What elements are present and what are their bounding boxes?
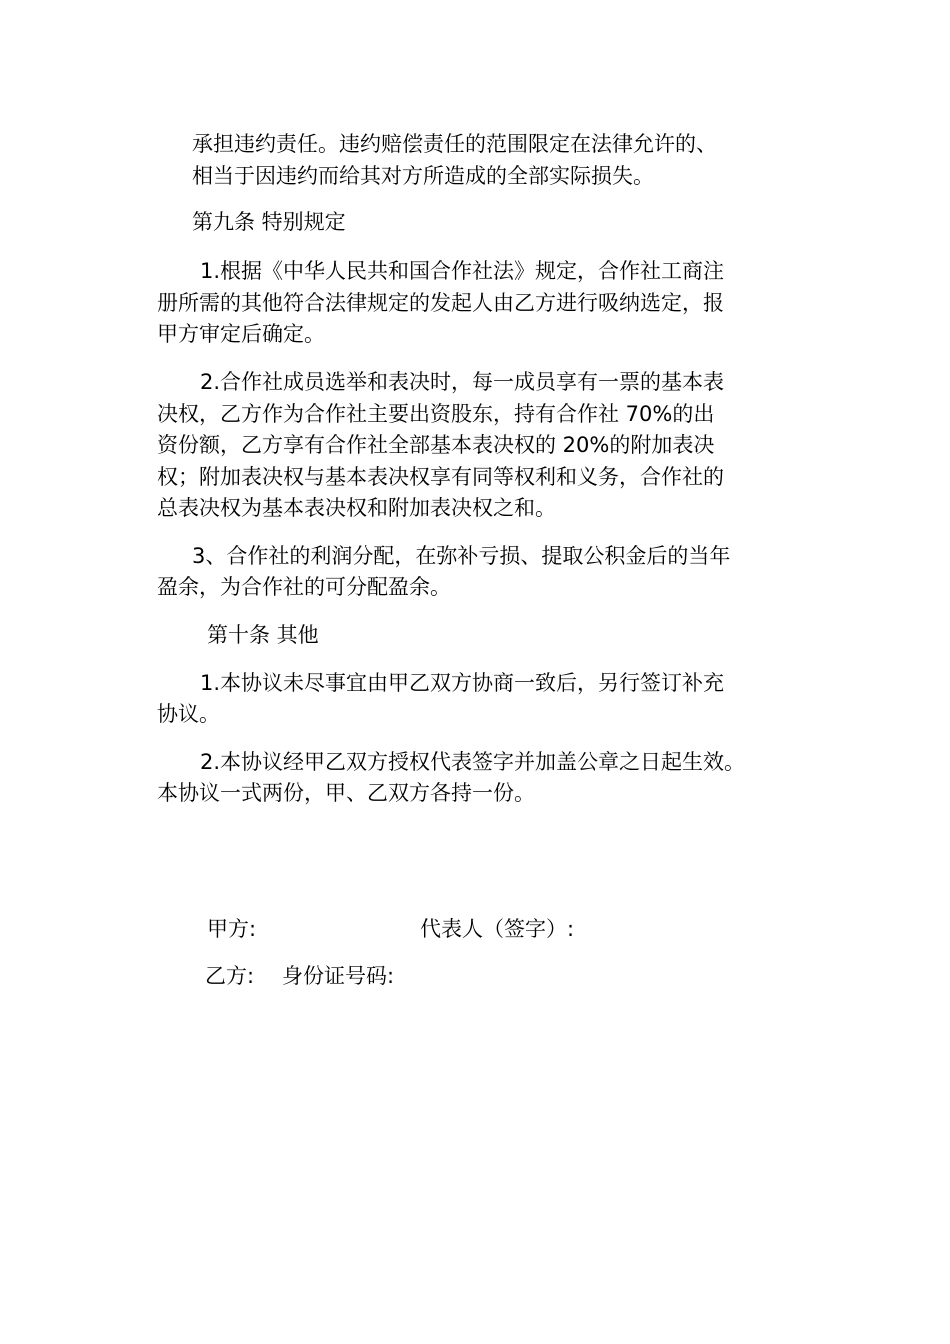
text-line: 承担违约责任。违约赔偿责任的范围限定在法律允许的、 xyxy=(192,132,717,156)
id-number-label: 身份证号码: xyxy=(282,964,395,988)
text-line: 资份额，乙方享有合作社全部基本表决权的 20%的附加表决 xyxy=(157,433,715,457)
article-9-heading: 第九条 特别规定 xyxy=(192,210,346,234)
text-line: 盈余，为合作社的可分配盈余。 xyxy=(157,575,451,599)
text-line: 3、合作社的利润分配，在弥补亏损、提取公积金后的当年 xyxy=(192,544,731,568)
text-line: 2.本协议经甲乙双方授权代表签字并加盖公章之日起生效。 xyxy=(200,750,746,774)
representative-signature-label: 代表人（签字）: xyxy=(420,917,575,941)
text-line: 相当于因违约而给其对方所造成的全部实际损失。 xyxy=(192,164,654,188)
article-10-heading: 第十条 其他 xyxy=(207,623,319,647)
text-line: 册所需的其他符合法律规定的发起人由乙方进行吸纳选定，报 xyxy=(157,291,724,315)
text-line: 权；附加表决权与基本表决权享有同等权利和义务，合作社的 xyxy=(157,465,724,489)
text-line: 2.合作社成员选举和表决时，每一成员享有一票的基本表 xyxy=(200,370,725,394)
text-line: 总表决权为基本表决权和附加表决权之和。 xyxy=(157,496,556,520)
text-line: 本协议一式两份，甲、乙双方各持一份。 xyxy=(157,781,535,805)
text-line: 协议。 xyxy=(157,702,220,726)
text-line: 1.本协议未尽事宜由甲乙双方协商一致后，另行签订补充 xyxy=(200,671,725,695)
text-line: 甲方审定后确定。 xyxy=(157,322,325,346)
party-b-label: 乙方: xyxy=(205,964,255,988)
party-a-label: 甲方: xyxy=(207,917,257,941)
text-line: 1.根据《中华人民共和国合作社法》规定，合作社工商注 xyxy=(200,259,725,283)
text-line: 决权，乙方作为合作社主要出资股东，持有合作社 70%的出 xyxy=(157,402,715,426)
